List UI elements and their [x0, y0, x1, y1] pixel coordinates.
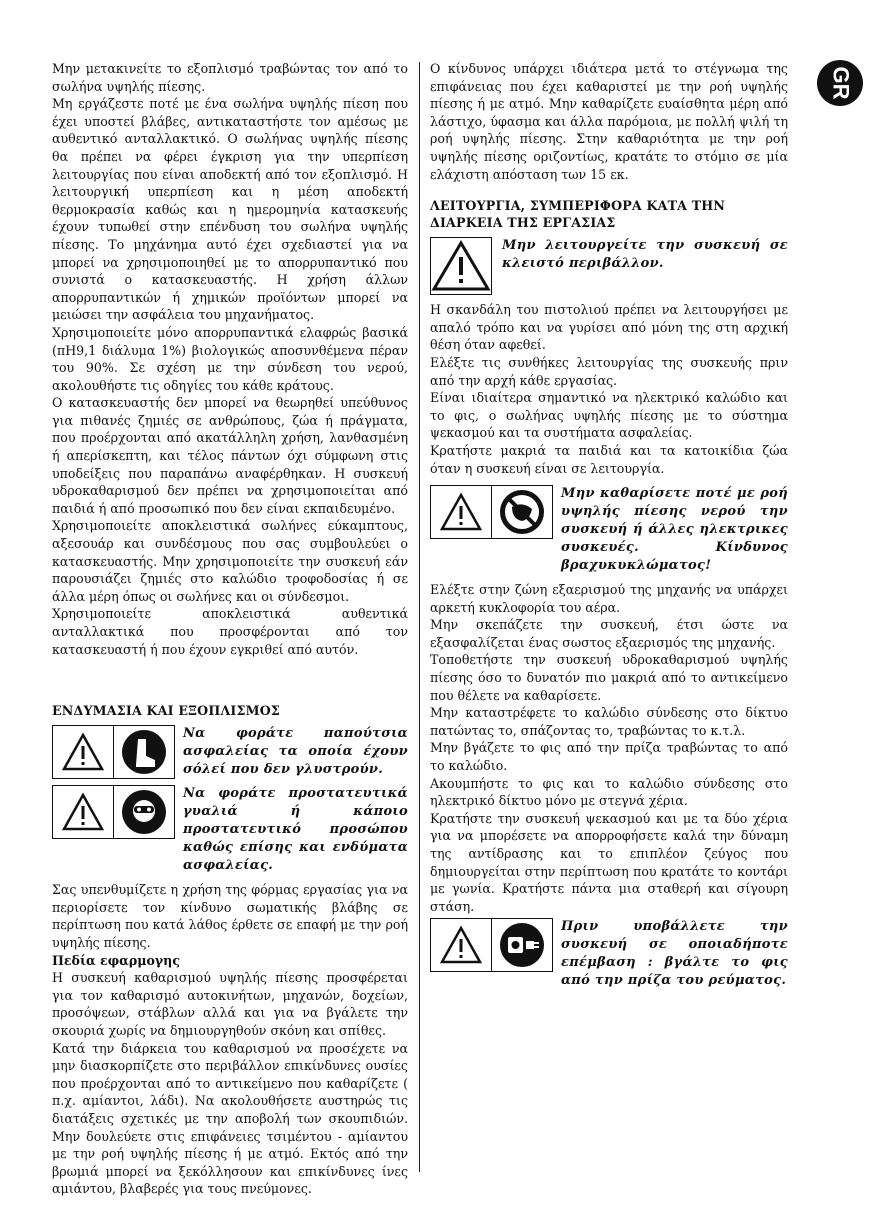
- paragraph: Τοποθετήστε την συσκευή υδροκαθαρισμού υψηλής πίεσης όσο το δυνατόν πιο μακριά από το αντικείμενο που θέλετε να καθαρίσετε.: [430, 652, 788, 703]
- warning-text: Πριν υποβάλλετε την συσκευή σε οποιαδήποτε επέμβαση : βγάλτε το φις από την πρίζα του ρεύματος.: [561, 919, 788, 989]
- paragraph: Ακουμπήστε το φις και το καλώδιο σύνδεσης στο ηλεκτρικό δίκτυο μόνο με στεγνά χέρια.: [430, 775, 788, 809]
- warning-closed-environment: [430, 237, 788, 295]
- paragraph: Είναι ιδιαίτερα σημαντικό να ηλεκτρικό καλώδιο και το φις, ο σωλήνας υψηλής πίεσης με το σύστημα ψεκασμού και τα συστήματα ασφαλείας.: [430, 390, 788, 441]
- paragraph: Κρατήστε την συσκευή ψεκασμού και με τα δύο χέρια για να μπορέσετε να απορροφήσετε καλά την δύναμη της αντίδρασης και το επιπλέον ζεύγος που δημιουργείται στην περίπτωση που κρατάτε το κοντάρι με γωνία. Κρατήστε πάντα μια σταθερή και σίγουρη στάση.: [430, 810, 788, 914]
- paragraph: Ελέξτε στην ζώνη εξαερισμού της μηχανής να υπάρχει αρκετή κυκλοφορία του αέρα.: [430, 582, 788, 615]
- paragraph: Σας υπενθυμίζετε η χρήση της φόρμας εργασίας για να περιορίσετε τον κίνδυνο σωματικής βλάβης σε περίπτωση που κατά λάθος έρθετε σε επαφή με την ροή υψηλής πίεσης.: [52, 882, 408, 950]
- paragraph: Ο κατασκευαστής δεν μπορεί να θεωρηθεί υπεύθυνος για πιθανές ζημιές σε ανθρώπους, ζώα ή πράγματα, που προέρχονται από ακατάλληλη χρήση, λανθασμένη ή απερίσκεπτη, και τέλος πάντων όχι σύμφωνη στις υποδείξεις που παραπάνω αναφέρθηκαν. Η συσκευή υδροκαθαρισμού δεν πρέπει να χρησιμοποιείται από παιδιά ή από προσωπικό που δεν είναι εκπαιδευμένο.: [52, 395, 408, 516]
- warning-text: Να φοράτε προστατευτικά γυαλιά ή κάποιο προστατευτικό προσώπου καθώς επίσης και ενδύματα ασφαλείας.: [183, 786, 408, 874]
- warning-text: Μην καθαρίσετε ποτέ με ροή υψηλής πίεσης νερού την συσκευή ή άλλες ηλεκτρικες συσκευές. Κίνδυνος βραχυκυκλώματος!: [561, 486, 788, 574]
- face-shield-icon: [113, 786, 174, 838]
- paragraph: Μην βγάζετε το φις από την πρίζα τραβώντας το από το καλώδιο.: [430, 740, 788, 774]
- paragraph: Η σκανδάλη του πιστολιού πρέπει να λειτουργήσει με απαλό τρόπο και να γυρίσει από μόνη της στη αρχική θέση όταν αφεθεί.: [430, 302, 788, 353]
- paragraph: Ο κίνδυνος υπάρχει ιδιάτερα μετά το στέγνωμα της επιφάνειας που έχει καθαριστεί με την ροή υψηλής πίεσης ή με ατμό. Μην καθαρίζετε ευαίσθητα μέρη από λάστιχο, ύφασμα και άλλα παρόμοια, με πολλή ψιλή τη ροή υψηλής πίεσης. Στην καθαριότητα με την ροή υψηλής πίεσης οριζοντίως, κρατάτε το στόμιο σε μία ελάχιστη απόσταση των 15 εκ.: [430, 61, 788, 182]
- warning-triangle-icon: [431, 919, 491, 971]
- warning-unplug: [430, 918, 788, 990]
- warning-protective-gear: [52, 785, 408, 875]
- paragraph: Μην καταστρέφετε το καλώδιο σύνδεσης στο δίκτυο πατώντας το, σπάζοντας το, τραβώντας το κ.τ.λ.: [430, 705, 788, 738]
- warning-icon-box: [430, 485, 553, 539]
- paragraph: Μην σκεπάζετε την συσκευή, έτσι ώστε να εξασφαλίζεται ένας σωστος εξαερισμός της μηχανής.: [430, 617, 788, 650]
- warning-icon-box: [52, 725, 175, 779]
- warning-triangle-icon: [53, 726, 113, 778]
- paragraph: Χρησιμοποιείτε αποκλειστικά αυθεντικά ανταλλακτικά που προσφέρονται από τον κατασκευαστή ή που έχουν εγκριθεί από αυτόν.: [52, 606, 408, 657]
- warning-text: Να φοράτε παπούτσια ασφαλείας τα οποία έχουν σόλεί που δεν γλυστρούν.: [183, 726, 408, 778]
- paragraph: Κατά την διάρκεια του καθαρισμού να προσέχετε να μην διασκορπίζετε στο περιβάλλον επικίνδυνες ουσίες που προέρχονται από το αντικείμενο που καθαρίζετε ( π.χ. αμίαντοι, λάδι). Να ακολουθήσετε αυστηρώς τις διατάξεις σχετικές με την αποβολή των σκουπιδιών. Μην δουλεύετε στις επιφάνειες τσιμέντου - αμίαντου με την ροή υψηλής πίεσης ή με ατμό. Εκτός από την βρωμιά μπορεί να ξεκόλλησουν και επικίνδυνες ίνες αμιάντου, βλαβερές για τους πνεύμονες.: [52, 1040, 408, 1197]
- warning-text: Μην λειτουργείτε την συσκευή σε κλειστό περιβάλλον.: [502, 238, 788, 272]
- unplug-icon: [491, 919, 552, 971]
- section-heading-operation: ΛΕΙΤΟΥΡΓΙΑ, ΣΥΜΠΕΡΙΦΟΡΑ ΚΑΤΑ ΤΗΝ ΔΙΑΡΚΕΙΑ ΤΗΣ ΕΡΓΑΣΙΑΣ: [430, 198, 726, 231]
- right-column: [430, 60, 788, 996]
- left-column: [52, 60, 408, 1198]
- warning-icon-box: [52, 785, 175, 839]
- warning-triangle-icon: [431, 486, 491, 538]
- paragraph: Χρησιμοποιείτε αποκλειστικά σωλήνες εύκαμπτους, αξεσουάρ και συνδέσμους που σας συμβουλεύει ο κατασκευαστής. Μην χρησιμοποιείτε την συσκευή εάν παρουσιάζει ζημιές στο καλώδιο τροφοδοσίας ή σε άλλα μέρη όπως οι σωλήνες και οι σύνδεσμοι.: [52, 518, 408, 604]
- warning-triangle-icon: [430, 237, 492, 295]
- safety-boots-icon: [113, 726, 174, 778]
- column-divider: [419, 62, 420, 1172]
- warning-no-water-jet-on-electrics: [430, 485, 788, 575]
- warning-triangle-icon: [53, 786, 113, 838]
- section-heading-clothing: ΕΝΔΥΜΑΣΙΑ ΚΑΙ ΕΞΟΠΛΙΣΜΟΣ: [52, 703, 281, 719]
- warning-shoes: [52, 725, 408, 779]
- paragraph: Η συσκευή καθαρισμού υψηλής πίεσης προσφέρεται για τον καθαρισμό αυτοκινήτων, μηχανών, δοχείων, προσόψεων, στάβλων αλλά και για να βγάλετε την σκουριά χωρίς να δημιουργηθούν σκόνη και σπίθες.: [52, 970, 408, 1038]
- language-badge: GR: [817, 60, 863, 106]
- paragraph: Μη εργάζεστε ποτέ με ένα σωλήνα υψηλής πίεση που έχει υποστεί βλάβες, αντικαταστήστε τον αμέσως με αυθεντικό ανταλλακτικό. Ο σωλήνας υψηλής πίεσης θα πρέπει να φέρει έγκριση για την υπερπίεση λειτουργίας που είναι αποδεκτή από τον εξοπλισμό. Η λειτουργική υπερπίεση και η μέση αποδεκτή θερμοκρασία καθώς και η ημερομηνία κατασκευής έχουν τυπωθεί στην επένδυση του σωλήνα υψηλής πίεσης. Το μηχάνημα αυτό έχει σχεδιαστεί για να μπορεί να χρησιμοποιηθεί με το απορρυπαντικό που συνιστά ο κατασκευαστής. Η χρήση άλλων απορρυπαντικών ή χημικών προϊόντων μπορεί να μειώσει την ασφάλεια του μηχανήματος.: [52, 96, 408, 323]
- paragraph: Ελέξτε τις συνθήκες λειτουργίας της συσκευής πριν από την αρχή κάθε εργασίας.: [430, 354, 788, 388]
- no-spray-on-device-icon: [491, 486, 552, 538]
- subheading-application-fields: Πεδία εφαρμογης: [52, 952, 180, 968]
- paragraph: Κρατήστε μακριά τα παιδιά και τα κατοικίδια ζώα όταν η συσκευή είναι σε λειτουργία.: [430, 442, 788, 476]
- warning-icon-box: [430, 918, 553, 972]
- paragraph: Χρησιμοποιείτε μόνο απορρυπαντικά ελαφρώς βασικά (πΗ9,1 διάλυμα 1%) βιολογικώς αποσυνθέμενα πέραν του 90%. Σε σχέση με την σύνδεση του νερού, ακολουθήστε τις οδηγίες του κάθε κράτους.: [52, 324, 408, 393]
- paragraph: Μην μετακινείτε το εξοπλισμό τραβώντας τον από το σωλήνα υψηλής πίεσης.: [52, 61, 408, 94]
